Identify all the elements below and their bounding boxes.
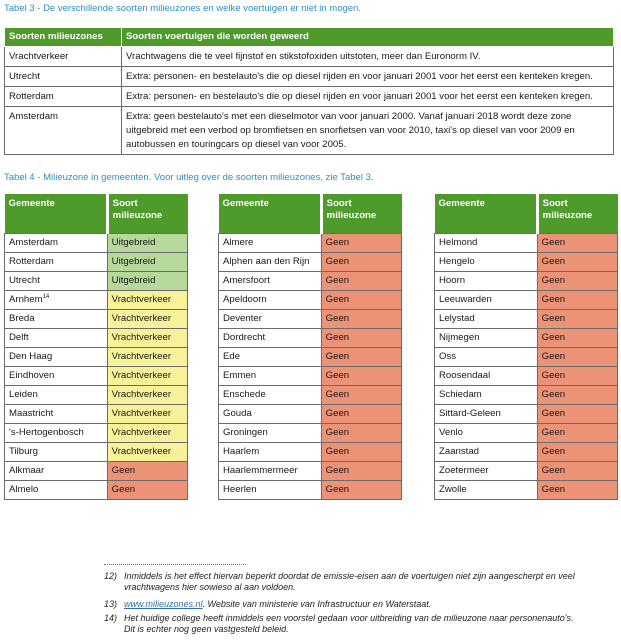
table4-header-soort-line1: Soort	[542, 198, 568, 209]
milieuzones-link[interactable]: www.milieuzones.nl	[124, 599, 203, 609]
table3-vehicles-line: Extra: personen- en bestelauto's die op diesel rijden en voor januari 2001 voor het eerst een kenteken kregen.	[126, 71, 593, 82]
gemeente-cell	[435, 272, 538, 291]
table3-row	[5, 47, 614, 67]
soort-milieuzone-cell: Geen	[537, 462, 617, 481]
gemeente-name: Dordrecht	[223, 332, 266, 343]
table4-row	[5, 424, 188, 443]
table4-header-soort-line2: milieuzone	[112, 210, 163, 221]
gemeente-name: Zaanstad	[439, 446, 480, 457]
table4-row	[435, 405, 618, 424]
gemeente-name: Amsterdam	[9, 237, 59, 248]
soort-milieuzone-cell: Geen	[321, 329, 401, 348]
gemeente-name: Nijmegen	[439, 332, 480, 343]
gemeente-cell	[435, 424, 538, 443]
gemeente-cell	[5, 348, 108, 367]
table4-header-gemeente: Gemeente	[435, 194, 538, 234]
gemeente-cell	[219, 234, 322, 253]
table4-row	[435, 272, 618, 291]
table4-caption: Tabel 4 - Milieuzone in gemeenten. Voor uitleg over de soorten milieuzones, zie Tabel 3.	[4, 172, 374, 183]
soort-milieuzone-cell: Geen	[537, 272, 617, 291]
table3-row	[5, 67, 614, 87]
gemeente-name: Rotterdam	[9, 256, 54, 267]
gemeente-cell	[435, 443, 538, 462]
soort-milieuzone-cell: Geen	[537, 443, 617, 462]
table4-header-soort-line2: milieuzone	[326, 210, 377, 221]
gemeente-cell	[435, 234, 538, 253]
gemeente-cell	[435, 386, 538, 405]
table4-row	[435, 348, 618, 367]
soort-milieuzone-cell: Geen	[321, 481, 401, 500]
soort-milieuzone-cell: Geen	[321, 348, 401, 367]
soort-milieuzone-cell: Geen	[321, 291, 401, 310]
table3-row	[5, 107, 614, 155]
gemeente-cell	[435, 367, 538, 386]
soort-milieuzone-cell: Geen	[321, 253, 401, 272]
gemeente-name: Zwolle	[439, 484, 467, 495]
table4-block-1	[4, 194, 188, 500]
table4-block-2	[218, 194, 402, 500]
gemeente-cell	[219, 253, 322, 272]
table4-row	[435, 481, 618, 500]
table3-vehicles-cell	[122, 67, 614, 87]
gemeente-name: Oss	[439, 351, 457, 362]
gemeente-name: Ede	[223, 351, 241, 362]
table4-row	[5, 348, 188, 367]
table4-row	[219, 272, 402, 291]
soort-milieuzone-cell: Geen	[107, 462, 187, 481]
table3-vehicles-cell	[122, 47, 614, 67]
gemeente-name: Zoetermeer	[439, 465, 489, 476]
gemeente-cell	[5, 234, 108, 253]
gemeente-cell	[5, 405, 108, 424]
soort-milieuzone-cell: Geen	[321, 310, 401, 329]
table3-zone-cell: Vrachtverkeer	[5, 47, 122, 67]
gemeente-cell	[5, 481, 108, 500]
soort-milieuzone-cell: Geen	[107, 481, 187, 500]
table4-header-gemeente: Gemeente	[219, 194, 322, 234]
gemeente-name: Tilburg	[9, 446, 38, 457]
table3-vehicles-cell	[122, 107, 614, 155]
gemeente-name: Alphen aan den Rijn	[223, 256, 310, 267]
footnote-14-line2: Dit is echter nog geen vastgesteld beleid.	[124, 624, 289, 634]
gemeente-cell	[219, 348, 322, 367]
footnote-13	[104, 599, 431, 610]
gemeente-name: Haarlemmermeer	[223, 465, 298, 476]
soort-milieuzone-cell: Geen	[537, 329, 617, 348]
table4-row	[219, 405, 402, 424]
soort-milieuzone-cell: Vrachtverkeer	[107, 367, 187, 386]
gemeente-cell	[5, 386, 108, 405]
gemeente-cell	[219, 329, 322, 348]
gemeente-name: Breda	[9, 313, 35, 324]
gemeente-name: Arnhem	[9, 294, 43, 305]
gemeente-name: Amersfoort	[223, 275, 270, 286]
gemeente-cell	[5, 272, 108, 291]
gemeente-name: 's-Hertogenbosch	[9, 427, 84, 438]
soort-milieuzone-cell: Geen	[537, 367, 617, 386]
table4-row	[219, 367, 402, 386]
table4-row	[219, 348, 402, 367]
gemeente-cell	[5, 310, 108, 329]
gemeente-name: Den Haag	[9, 351, 53, 362]
table4-header-row	[435, 194, 618, 234]
table4-row	[435, 329, 618, 348]
gemeente-cell	[5, 253, 108, 272]
soort-milieuzone-cell: Vrachtverkeer	[107, 443, 187, 462]
gemeente-name: Lelystad	[439, 313, 475, 324]
table4-row	[435, 291, 618, 310]
footnote-12-number: 12)	[104, 571, 118, 581]
soort-milieuzone-cell: Geen	[537, 405, 617, 424]
table3-vehicles-line: Extra: personen- en bestelauto's die op diesel rijden en voor januari 2001 voor het eerst een kenteken kregen.	[126, 91, 593, 102]
footnote-12	[104, 571, 575, 593]
soort-milieuzone-cell: Uitgebreid	[107, 253, 187, 272]
table4-row	[219, 234, 402, 253]
gemeente-cell	[5, 367, 108, 386]
gemeente-cell	[5, 462, 108, 481]
soort-milieuzone-cell: Geen	[321, 367, 401, 386]
table4-row	[5, 386, 188, 405]
table3-header-row	[5, 28, 614, 47]
gemeente-cell	[435, 291, 538, 310]
gemeente-cell	[5, 329, 108, 348]
gemeente-name: Maastricht	[9, 408, 54, 419]
gemeente-name: Haarlem	[223, 446, 260, 457]
gemeente-name: Venlo	[439, 427, 464, 438]
soort-milieuzone-cell: Vrachtverkeer	[107, 310, 187, 329]
table3-zone-cell: Amsterdam	[5, 107, 122, 155]
gemeente-cell	[219, 367, 322, 386]
table3-zone-cell: Rotterdam	[5, 87, 122, 107]
gemeente-name: Schiedam	[439, 389, 482, 400]
table4-row	[5, 310, 188, 329]
gemeente-name: Gouda	[223, 408, 252, 419]
table3-vehicles-line: Vrachtwagens die te veel fijnstof en stikstofoxiden uitstoten, meer dan Euronorm IV.	[126, 51, 481, 62]
table4-row	[435, 310, 618, 329]
gemeente-name: Apeldoorn	[223, 294, 267, 305]
gemeente-name: Leeuwarden	[439, 294, 492, 305]
table4-row	[435, 367, 618, 386]
table4-row	[5, 329, 188, 348]
gemeente-name: Almere	[223, 237, 254, 248]
footnote-divider	[104, 564, 246, 565]
table4-row	[5, 234, 188, 253]
table4-row	[5, 253, 188, 272]
table4-row	[435, 386, 618, 405]
table4-row	[435, 462, 618, 481]
soort-milieuzone-cell: Geen	[321, 424, 401, 443]
soort-milieuzone-cell: Uitgebreid	[107, 234, 187, 253]
soort-milieuzone-cell: Geen	[537, 386, 617, 405]
soort-milieuzone-cell: Geen	[537, 310, 617, 329]
soort-milieuzone-cell: Geen	[321, 405, 401, 424]
footnote-14	[104, 613, 574, 635]
gemeente-name: Delft	[9, 332, 29, 343]
table3-row	[5, 87, 614, 107]
gemeente-cell	[219, 291, 322, 310]
footnote-14-number: 14)	[104, 613, 118, 623]
gemeente-name: Sittard-Geleen	[439, 408, 501, 419]
table4-header-row	[5, 194, 188, 234]
table4-row	[219, 329, 402, 348]
gemeente-cell	[219, 424, 322, 443]
table4-block-3	[434, 194, 618, 500]
gemeente-cell	[435, 329, 538, 348]
table4-row	[435, 443, 618, 462]
gemeente-cell	[5, 291, 108, 310]
table4-header-soort-line1: Soort	[326, 198, 352, 209]
table4-row	[5, 481, 188, 500]
gemeente-name: Heerlen	[223, 484, 257, 495]
gemeente-name: Utrecht	[9, 275, 40, 286]
gemeente-name: Groningen	[223, 427, 268, 438]
gemeente-cell	[435, 462, 538, 481]
soort-milieuzone-cell: Geen	[321, 462, 401, 481]
table3-caption: Tabel 3 - De verschillende soorten milieuzones en welke voertuigen er niet in mogen.	[4, 3, 361, 14]
gemeente-name: Leiden	[9, 389, 38, 400]
table4-row	[219, 386, 402, 405]
soort-milieuzone-cell: Geen	[537, 234, 617, 253]
gemeente-name: Hengelo	[439, 256, 475, 267]
gemeente-name: Eindhoven	[9, 370, 55, 381]
gemeente-cell	[219, 310, 322, 329]
gemeente-cell	[5, 424, 108, 443]
table3-header-zones: Soorten milieuzones	[5, 28, 122, 47]
table4-header-soort-line2: milieuzone	[542, 210, 593, 221]
table3	[4, 27, 614, 155]
table4-row	[219, 253, 402, 272]
table3-vehicles-cell	[122, 87, 614, 107]
table3-header-vehicles: Soorten voertuigen die worden geweerd	[122, 28, 614, 47]
soort-milieuzone-cell: Geen	[537, 348, 617, 367]
table4-row	[5, 367, 188, 386]
table4-row	[435, 424, 618, 443]
soort-milieuzone-cell: Vrachtverkeer	[107, 405, 187, 424]
gemeente-cell	[5, 443, 108, 462]
gemeente-cell	[435, 348, 538, 367]
footnote-14-line1: Het huidige college heeft inmiddels een voorstel gedaan voor uitbreiding van de milieuzone naar personenauto's.	[124, 613, 574, 623]
table4-row	[5, 405, 188, 424]
table4-row	[435, 234, 618, 253]
gemeente-name: Hoorn	[439, 275, 466, 286]
gemeente-cell	[435, 405, 538, 424]
soort-milieuzone-cell: Geen	[321, 234, 401, 253]
gemeente-cell	[435, 310, 538, 329]
soort-milieuzone-cell: Geen	[537, 481, 617, 500]
footnote-12-line1: Inmiddels is het effect hiervan beperkt doordat de emissie-eisen aan de voertuigen niet zijn aangescherpt en veel	[124, 571, 575, 581]
table4-header-soort-line1: Soort	[112, 198, 138, 209]
table4-header-row	[219, 194, 402, 234]
footnote-13-number: 13)	[104, 599, 118, 609]
gemeente-name: Enschede	[223, 389, 266, 400]
soort-milieuzone-cell: Geen	[537, 424, 617, 443]
table3-vehicles-line: uitgebreid met een verbod op bromfietsen en snorfietsen van voor 2010, taxi's op diesel van voor 2009 en	[126, 125, 575, 136]
table4-row	[5, 272, 188, 291]
soort-milieuzone-cell: Uitgebreid	[107, 272, 187, 291]
table3-vehicles-line: Extra: geen bestelauto's met een dieselmotor van voor januari 2000. Vanaf januari 2018 wordt deze zone	[126, 111, 572, 122]
soort-milieuzone-cell: Geen	[537, 291, 617, 310]
gemeente-name: Deventer	[223, 313, 262, 324]
table4-header-gemeente: Gemeente	[5, 194, 108, 234]
table4-header-soort	[321, 194, 401, 234]
soort-milieuzone-cell: Vrachtverkeer	[107, 424, 187, 443]
soort-milieuzone-cell: Vrachtverkeer	[107, 386, 187, 405]
table4-row	[5, 462, 188, 481]
gemeente-cell	[219, 462, 322, 481]
table4-row	[219, 481, 402, 500]
gemeente-cell	[219, 481, 322, 500]
gemeente-name: Roosendaal	[439, 370, 491, 381]
table4-header-soort	[537, 194, 617, 234]
gemeente-name: Almelo	[9, 484, 39, 495]
gemeente-cell	[219, 443, 322, 462]
table4-row	[219, 443, 402, 462]
footnote-reference: 14	[42, 293, 50, 300]
table4-row	[219, 310, 402, 329]
soort-milieuzone-cell: Vrachtverkeer	[107, 348, 187, 367]
footnote-13-text: . Website van ministerie van Infrastructuur en Waterstaat.	[202, 599, 432, 609]
footnote-12-line2: vrachtwagens hier sowieso al aan voldoen.	[124, 582, 296, 592]
table4-row	[5, 443, 188, 462]
soort-milieuzone-cell: Geen	[321, 386, 401, 405]
table4-row	[435, 253, 618, 272]
gemeente-cell	[219, 405, 322, 424]
table3-vehicles-line: autobussen en touringcars op diesel van voor 2005.	[126, 139, 347, 150]
gemeente-name: Emmen	[223, 370, 257, 381]
soort-milieuzone-cell: Geen	[537, 253, 617, 272]
gemeente-name: Alkmaar	[9, 465, 45, 476]
table4-row	[219, 291, 402, 310]
soort-milieuzone-cell: Geen	[321, 443, 401, 462]
soort-milieuzone-cell: Vrachtverkeer	[107, 329, 187, 348]
gemeente-cell	[219, 272, 322, 291]
gemeente-cell	[435, 253, 538, 272]
gemeente-cell	[219, 386, 322, 405]
soort-milieuzone-cell: Geen	[321, 272, 401, 291]
table3-zone-cell: Utrecht	[5, 67, 122, 87]
gemeente-name: Helmond	[439, 237, 478, 248]
table4-header-soort	[107, 194, 187, 234]
gemeente-cell	[435, 481, 538, 500]
table4-row	[5, 291, 188, 310]
soort-milieuzone-cell: Vrachtverkeer	[107, 291, 187, 310]
table4-row	[219, 424, 402, 443]
table4-row	[219, 462, 402, 481]
